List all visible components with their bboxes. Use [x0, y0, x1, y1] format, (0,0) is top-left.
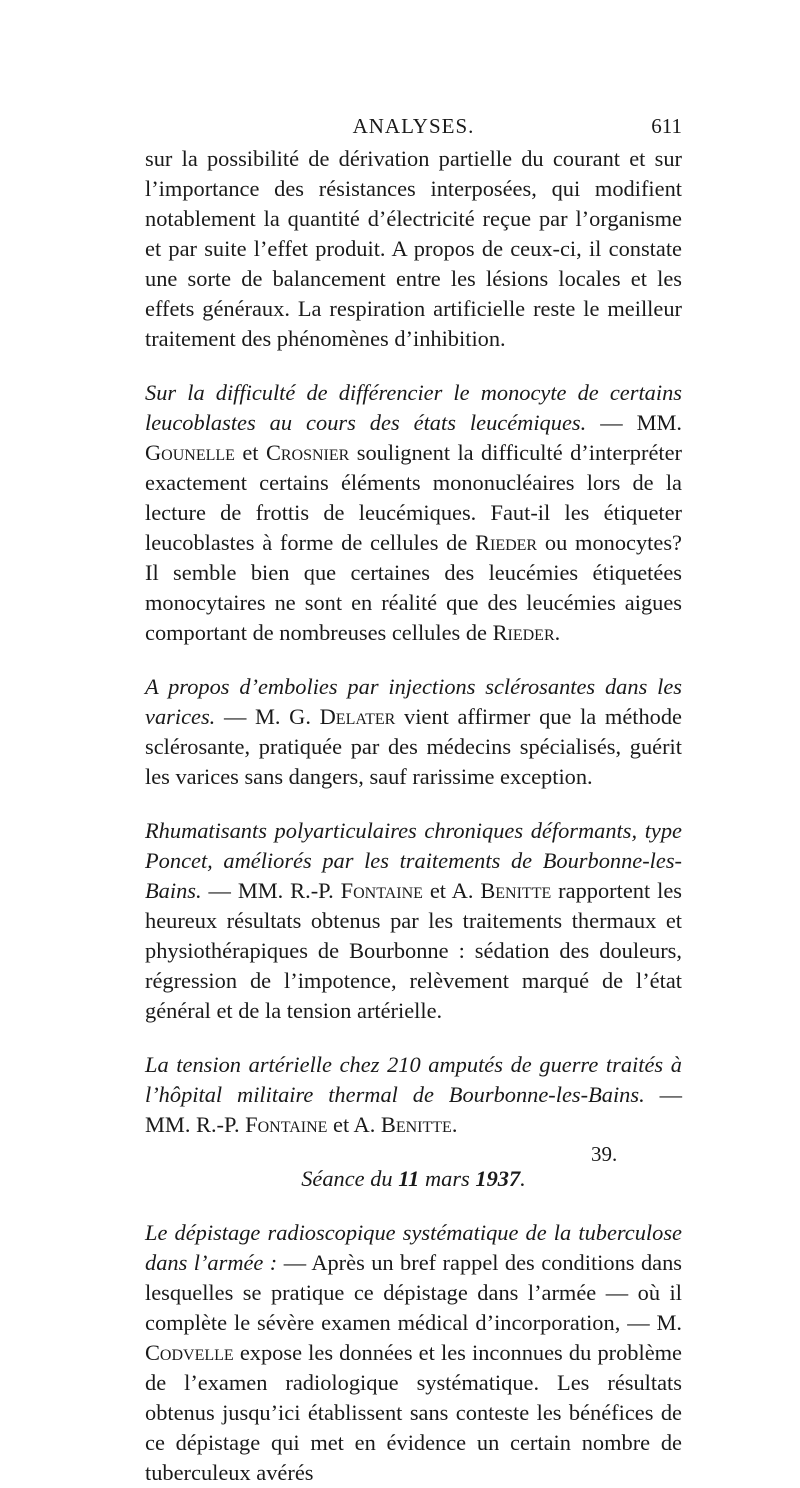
author-name: Crosnier [265, 440, 350, 465]
paragraph-text: — Après un bref rappel des conditions dans lesquelles se pratique ce dépistage dans l’armée — où il complète le sévère examen médical d’incorporation, — M. [145, 1250, 682, 1335]
paragraph-text: soulignent la difficulté d’interpréter exactement certains éléments mononucléaires lors de la lecture de frottis de leucémiques. Faut-il les étiqueter leucoblastes à forme de cellules de [145, 440, 682, 555]
author-name: Codvelle [145, 1340, 234, 1365]
signature-mark: 39. [591, 1142, 618, 1166]
person-name: Rieder [492, 620, 555, 645]
person-name: Rieder [475, 530, 538, 555]
running-title: ANALYSES. [352, 114, 475, 138]
paragraph-conjunction: et A. [422, 878, 481, 903]
session-month: mars [419, 1166, 476, 1191]
paragraph-text: sur la possibilité de dérivation partielle du courant et sur l’importance des résistances interposées, qui modifient notablement la quantité d’électricité reçue par l’organisme et par suite l’effet produit. A propos de ceux-ci, il constate une sorte de balancement entre les lésions locales et les effets généraux. La respiration artificielle reste le meilleur traitement des phénomènes d’inhibition. [145, 146, 682, 351]
author-name: Fontaine [340, 878, 423, 903]
author-name: Benitte [380, 1112, 452, 1137]
session-prefix: Séance du [301, 1166, 399, 1191]
paragraph-dash: — MM. R.-P. [201, 878, 341, 903]
paragraph-title: La tension artérielle chez 210 amputés de guerre traités à l’hôpital militaire thermal de Bourbonne-les-Bains. [145, 1052, 682, 1107]
paragraph-text: ou monocytes? Il semble bien que certaines des leucémies étiquetées monocytaires ne sont en réalité que des leucémies aigues comportant de nombreuses cellules de [145, 530, 682, 645]
session-day: 11 [398, 1166, 420, 1191]
paragraph-tension [145, 1050, 682, 1140]
author-name: Gounelle [145, 440, 235, 465]
paragraph-depistage [145, 1218, 682, 1488]
paragraph-title: Rhumatisants polyarticulaires chroniques déformants, type Poncet, améliorés par les traitements de Bourbonne-les-Bains. [145, 818, 682, 903]
paragraph-end: . [451, 1112, 458, 1137]
paragraph-title: Le dépistage radioscopique systématique de la tuberculose dans l’armée : [145, 1220, 682, 1275]
paragraph-title: A propos d’embolies par injections sclérosantes dans les varices. [145, 674, 682, 729]
author-name: Fontaine [245, 1112, 328, 1137]
session-year: 1937 [475, 1166, 521, 1191]
author-name: Delater [319, 704, 396, 729]
paragraph-dash: — M. G. [215, 704, 320, 729]
paragraph-conjunction: et A. [327, 1112, 381, 1137]
author-name: Benitte [480, 878, 552, 903]
paragraph-end: . [554, 620, 561, 645]
paragraph-text: rapportent les heureux résultats obtenus par les traitements thermaux et physiothérapiques de Bourbonne : sédation des douleurs, régression de l’impotence, relèvement marqué de l’état général et de la tension artérielle. [145, 878, 682, 1023]
paragraph-text: expose les données et les inconnues du problème de l’examen radiologique systématique. Les résultats obtenus jusqu’ici établissent sans conteste les bénéfices de ce dépistage qui met en évidence un certain nombre de tuberculeux avérés [145, 1340, 682, 1485]
paragraph-dash: — MM. [586, 410, 682, 435]
page-number: 611 [651, 114, 682, 138]
paragraph-continuation [145, 144, 682, 354]
session-heading [145, 1164, 682, 1194]
paragraph-monocyte [145, 378, 682, 648]
paragraph-dash: — MM. R.-P. [145, 1082, 682, 1137]
paragraph-title: Sur la difficulté de différencier le monocyte de certains leucoblastes au cours des états leucémiques. [145, 380, 682, 435]
paragraph-text: vient affirmer que la méthode sclérosante, pratiquée par des médecins spécialisés, guérit les varices sans dangers, sauf rarissime exception. [145, 704, 682, 789]
session-end: . [520, 1166, 526, 1191]
text-body [145, 144, 682, 1488]
paragraph-embolies [145, 672, 682, 792]
paragraph-conjunction: et [234, 440, 266, 465]
paragraph-rhumatisants [145, 816, 682, 1026]
